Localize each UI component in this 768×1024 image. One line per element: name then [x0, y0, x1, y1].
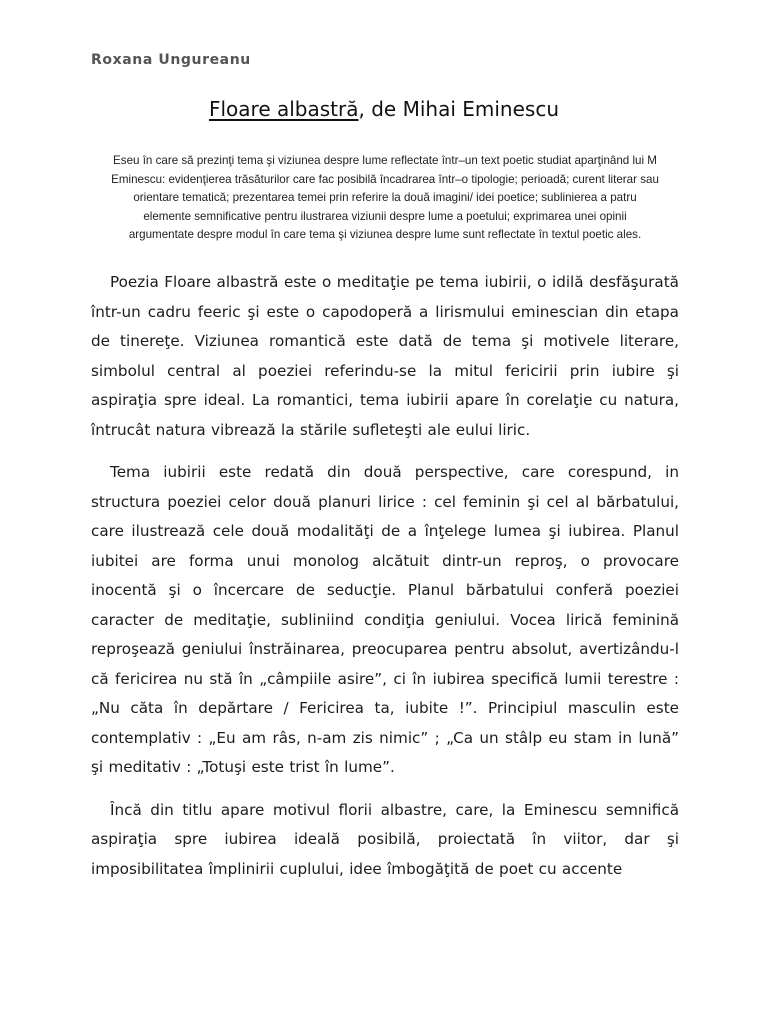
essay-paragraph-3: Încă din titlu apare motivul florii albastre, care, la Eminescu semnifică aspiraţia spre iubirea ideală posibilă, proiectată în viitor, dar şi imposibilitatea împlinirii cuplului, idee îmbogăţită de poet cu accente: [91, 800, 679, 878]
essay-task-description: Eseu în care să prezinţi tema şi viziunea despre lume reflectate într–un text poetic studiat aparţinând lui M Eminescu: evidenţierea trăsăturilor care fac posibilă încadrarea într–o tipologie; perioadă; curent literar sau orientare tematică; prezentarea temei prin referire la două imagini/ idei poetice; sublinierea a patru elemente semnificative pentru ilustrarea viziunii despre lume a poetului; exprimarea unei opinii argumentate despre modul în care tema şi viziunea despre lume sunt reflectate în textul poetic ales.: [111, 154, 659, 242]
author-name: Roxana Ungureanu: [91, 52, 251, 68]
essay-paragraph-1: Poezia Floare albastră este o meditaţie pe tema iubirii, o idilă desfăşurată într-un cadru feeric şi este o capodoperă a lirismului eminescian din etapa de tinereţe. Viziunea romantică este dată de tema şi motivele literare, simbolul central al poeziei referindu-se la mitul fericirii prin iubire şi aspiraţia spre ideal. La romantici, tema iubirii apare în corelaţie cu natura, întrucât natura vibrează la stările sufleteşti ale eului liric.: [91, 273, 679, 439]
essay-body: [91, 268, 679, 897]
document-title: [0, 97, 768, 121]
essay-paragraph-2: Tema iubirii este redată din două perspective, care corespund, in structura poeziei celor două planuri lirice : cel feminin şi cel al bărbatului, care ilustrează cele două modalităţi de a înţelege lumea şi iubirea. Planul iubitei are forma unui monolog alcătuit dintr-un reproş, o provocare inocentă şi o încercare de seducţie. Planul bărbatului conferă poeziei caracter de meditaţie, subliniind condiţia geniului. Vocea lirică feminină reproşează geniului înstrăinarea, preocuparea pentru absolut, avertizându-l că fericirea nu stă în „câmpiile asire”, ci în iubirea specifică lumii terestre : „Nu căta în depărtare / Fericirea ta, iubite !”. Principiul masculin este contemplativ : „Eu am râs, n-am zis nimic” ; „Ca un stâlp eu stam in lună” şi meditativ : „Totuşi este trist în lume”.: [91, 463, 679, 776]
title-poem-name: Floare albastră: [209, 97, 359, 121]
title-author-part: , de Mihai Eminescu: [358, 97, 559, 121]
